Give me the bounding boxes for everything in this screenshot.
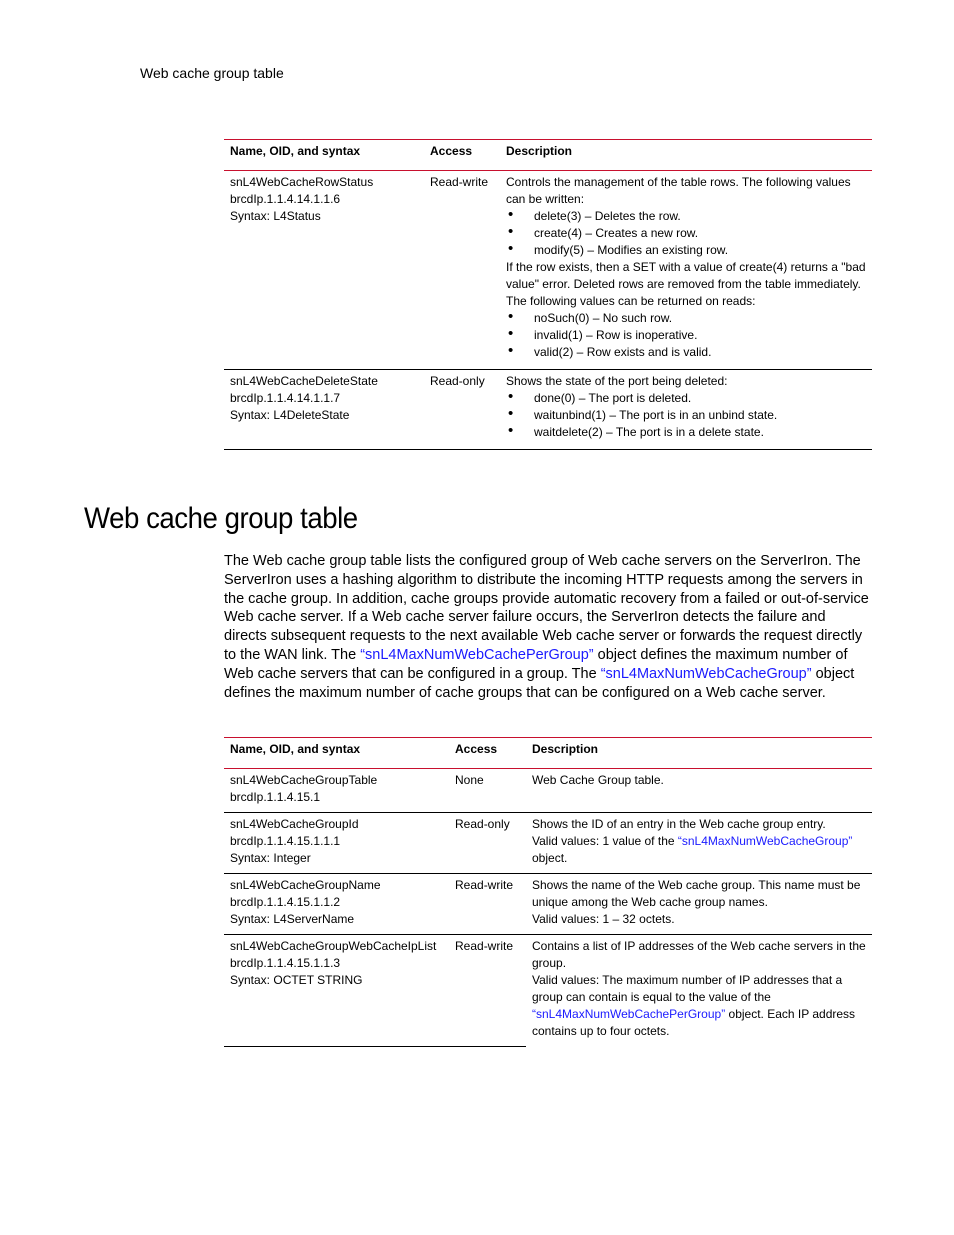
valid-values-text: Valid values: The maximum number of IP addresses that a group can contain is equal to the value of the: [532, 973, 843, 1004]
name-cell: [224, 874, 449, 935]
access-cell: Read-write: [424, 171, 500, 370]
list-item: • delete(3) – Deletes the row.: [506, 208, 866, 225]
column-header-access: Access: [449, 738, 526, 769]
description-text: If the row exists, then a SET with a value of create(4) returns a "bad value" error. Deleted rows are removed from the table immediately.: [506, 260, 866, 291]
table-row: [224, 171, 872, 370]
list-item: • waitunbind(1) – The port is in an unbind state.: [506, 407, 866, 424]
object-name: snL4WebCacheGroupTable: [230, 773, 378, 787]
object-oid: brcdIp.1.1.4.15.1.1.2: [230, 895, 341, 909]
object-oid: brcdIp.1.1.4.15.1.1.3: [230, 956, 341, 970]
description-cell: [526, 874, 872, 935]
description-cell: [526, 935, 872, 1047]
name-cell: [224, 813, 449, 874]
list-item: • valid(2) – Row exists and is valid.: [506, 344, 866, 361]
valid-values-text: object.: [532, 851, 568, 865]
access-cell: Read-only: [424, 370, 500, 450]
description-text: [532, 833, 866, 867]
valid-values-text: object. Each IP address contains up to four octets.: [532, 1007, 856, 1038]
access-cell: Read-only: [449, 813, 526, 874]
valid-values-text: Valid values: 1 value of the: [532, 834, 678, 848]
list-item: • waitdelete(2) – The port is in a delete state.: [506, 424, 866, 441]
description-text: Contains a list of IP addresses of the Web cache servers in the group.: [532, 939, 866, 970]
object-oid: brcdIp.1.1.4.14.1.1.7: [230, 391, 341, 405]
description-cell: [526, 769, 872, 813]
intro-text: object defines the maximum number of Web cache servers that can be configured in a group. The: [224, 646, 848, 682]
object-oid: brcdIp.1.1.4.15.1.1.1: [230, 834, 341, 848]
table-row: [224, 370, 872, 450]
object-name: snL4WebCacheGroupWebCacheIpList: [230, 939, 437, 953]
max-per-group-link[interactable]: “snL4MaxNumWebCachePerGroup”: [360, 646, 594, 663]
name-cell: [224, 769, 449, 813]
column-header-description: Description: [500, 140, 872, 171]
description-cell: [526, 813, 872, 874]
column-header-name: Name, OID, and syntax: [224, 738, 449, 769]
table-row: [224, 874, 872, 935]
list-item: • invalid(1) – Row is inoperative.: [506, 327, 866, 344]
bullet-list: [506, 390, 866, 441]
bullet-list: [506, 208, 866, 259]
section-intro: [224, 552, 872, 702]
name-cell: [224, 171, 424, 370]
description-text: Web Cache Group table.: [532, 773, 664, 787]
description-text: The following values can be returned on reads:: [506, 294, 756, 308]
name-cell: [224, 370, 424, 450]
description-text: Valid values: 1 – 32 octets.: [532, 912, 675, 926]
web-cache-group-table: [224, 737, 872, 1047]
list-item: • modify(5) – Modifies an existing row.: [506, 242, 866, 259]
column-header-description: Description: [526, 738, 872, 769]
access-cell: None: [449, 769, 526, 813]
list-item: • done(0) – The port is deleted.: [506, 390, 866, 407]
name-cell: [224, 935, 449, 1047]
object-name: snL4WebCacheGroupName: [230, 878, 381, 892]
object-syntax: Syntax: L4DeleteState: [230, 408, 350, 422]
column-header-name: Name, OID, and syntax: [224, 140, 424, 171]
object-name: snL4WebCacheDeleteState: [230, 374, 378, 388]
max-groups-link[interactable]: “snL4MaxNumWebCacheGroup”: [677, 834, 853, 848]
object-syntax: Syntax: Integer: [230, 851, 311, 865]
description-cell: [500, 370, 872, 450]
object-oid: brcdIp.1.1.4.14.1.1.6: [230, 192, 341, 206]
description-cell: [500, 171, 872, 370]
description-text: Shows the state of the port being deleted:: [506, 374, 728, 388]
table-row: [224, 813, 872, 874]
table-row: [224, 769, 872, 813]
column-header-access: Access: [424, 140, 500, 171]
intro-text: The Web cache group table lists the configured group of Web cache servers on the ServerIron. The ServerIron uses a hashing algorithm to distribute the incoming HTTP requests among the servers in the cache group. In addition, cache groups provide automatic recovery from a failed or out-of-service Web cache server. If a Web cache server failure occurs, the ServerIron detects the failure and directs subsequent requests to the next available Web cache server or forwards the request directly to the WAN link. The: [224, 553, 869, 663]
web-cache-table-continued: [224, 139, 872, 450]
max-per-group-link[interactable]: “snL4MaxNumWebCachePerGroup”: [532, 1007, 726, 1021]
intro-text: object defines the maximum number of cache groups that can be configured on a Web cache server.: [224, 665, 855, 701]
description-text: [532, 972, 866, 1040]
object-oid: brcdIp.1.1.4.15.1: [230, 790, 321, 804]
description-text: Controls the management of the table rows. The following values can be written:: [506, 175, 851, 206]
object-syntax: Syntax: L4Status: [230, 209, 321, 223]
access-cell: Read-write: [449, 874, 526, 935]
object-syntax: Syntax: L4ServerName: [230, 912, 355, 926]
description-text: Shows the name of the Web cache group. This name must be unique among the Web cache group names.: [532, 878, 861, 909]
object-syntax: Syntax: OCTET STRING: [230, 973, 363, 987]
running-header: Web cache group table: [140, 65, 284, 81]
table-header-row: [224, 140, 872, 171]
object-name: snL4WebCacheRowStatus: [230, 175, 374, 189]
list-item: • create(4) – Creates a new row.: [506, 225, 866, 242]
access-cell: Read-write: [449, 935, 526, 1047]
list-item: • noSuch(0) – No such row.: [506, 310, 866, 327]
description-text: Shows the ID of an entry in the Web cache group entry.: [532, 817, 826, 831]
section-title: Web cache group table: [84, 502, 358, 535]
object-name: snL4WebCacheGroupId: [230, 817, 359, 831]
max-groups-link[interactable]: “snL4MaxNumWebCacheGroup”: [600, 665, 812, 682]
table-header-row: [224, 738, 872, 769]
table-row: [224, 935, 872, 1047]
bullet-list: [506, 310, 866, 361]
